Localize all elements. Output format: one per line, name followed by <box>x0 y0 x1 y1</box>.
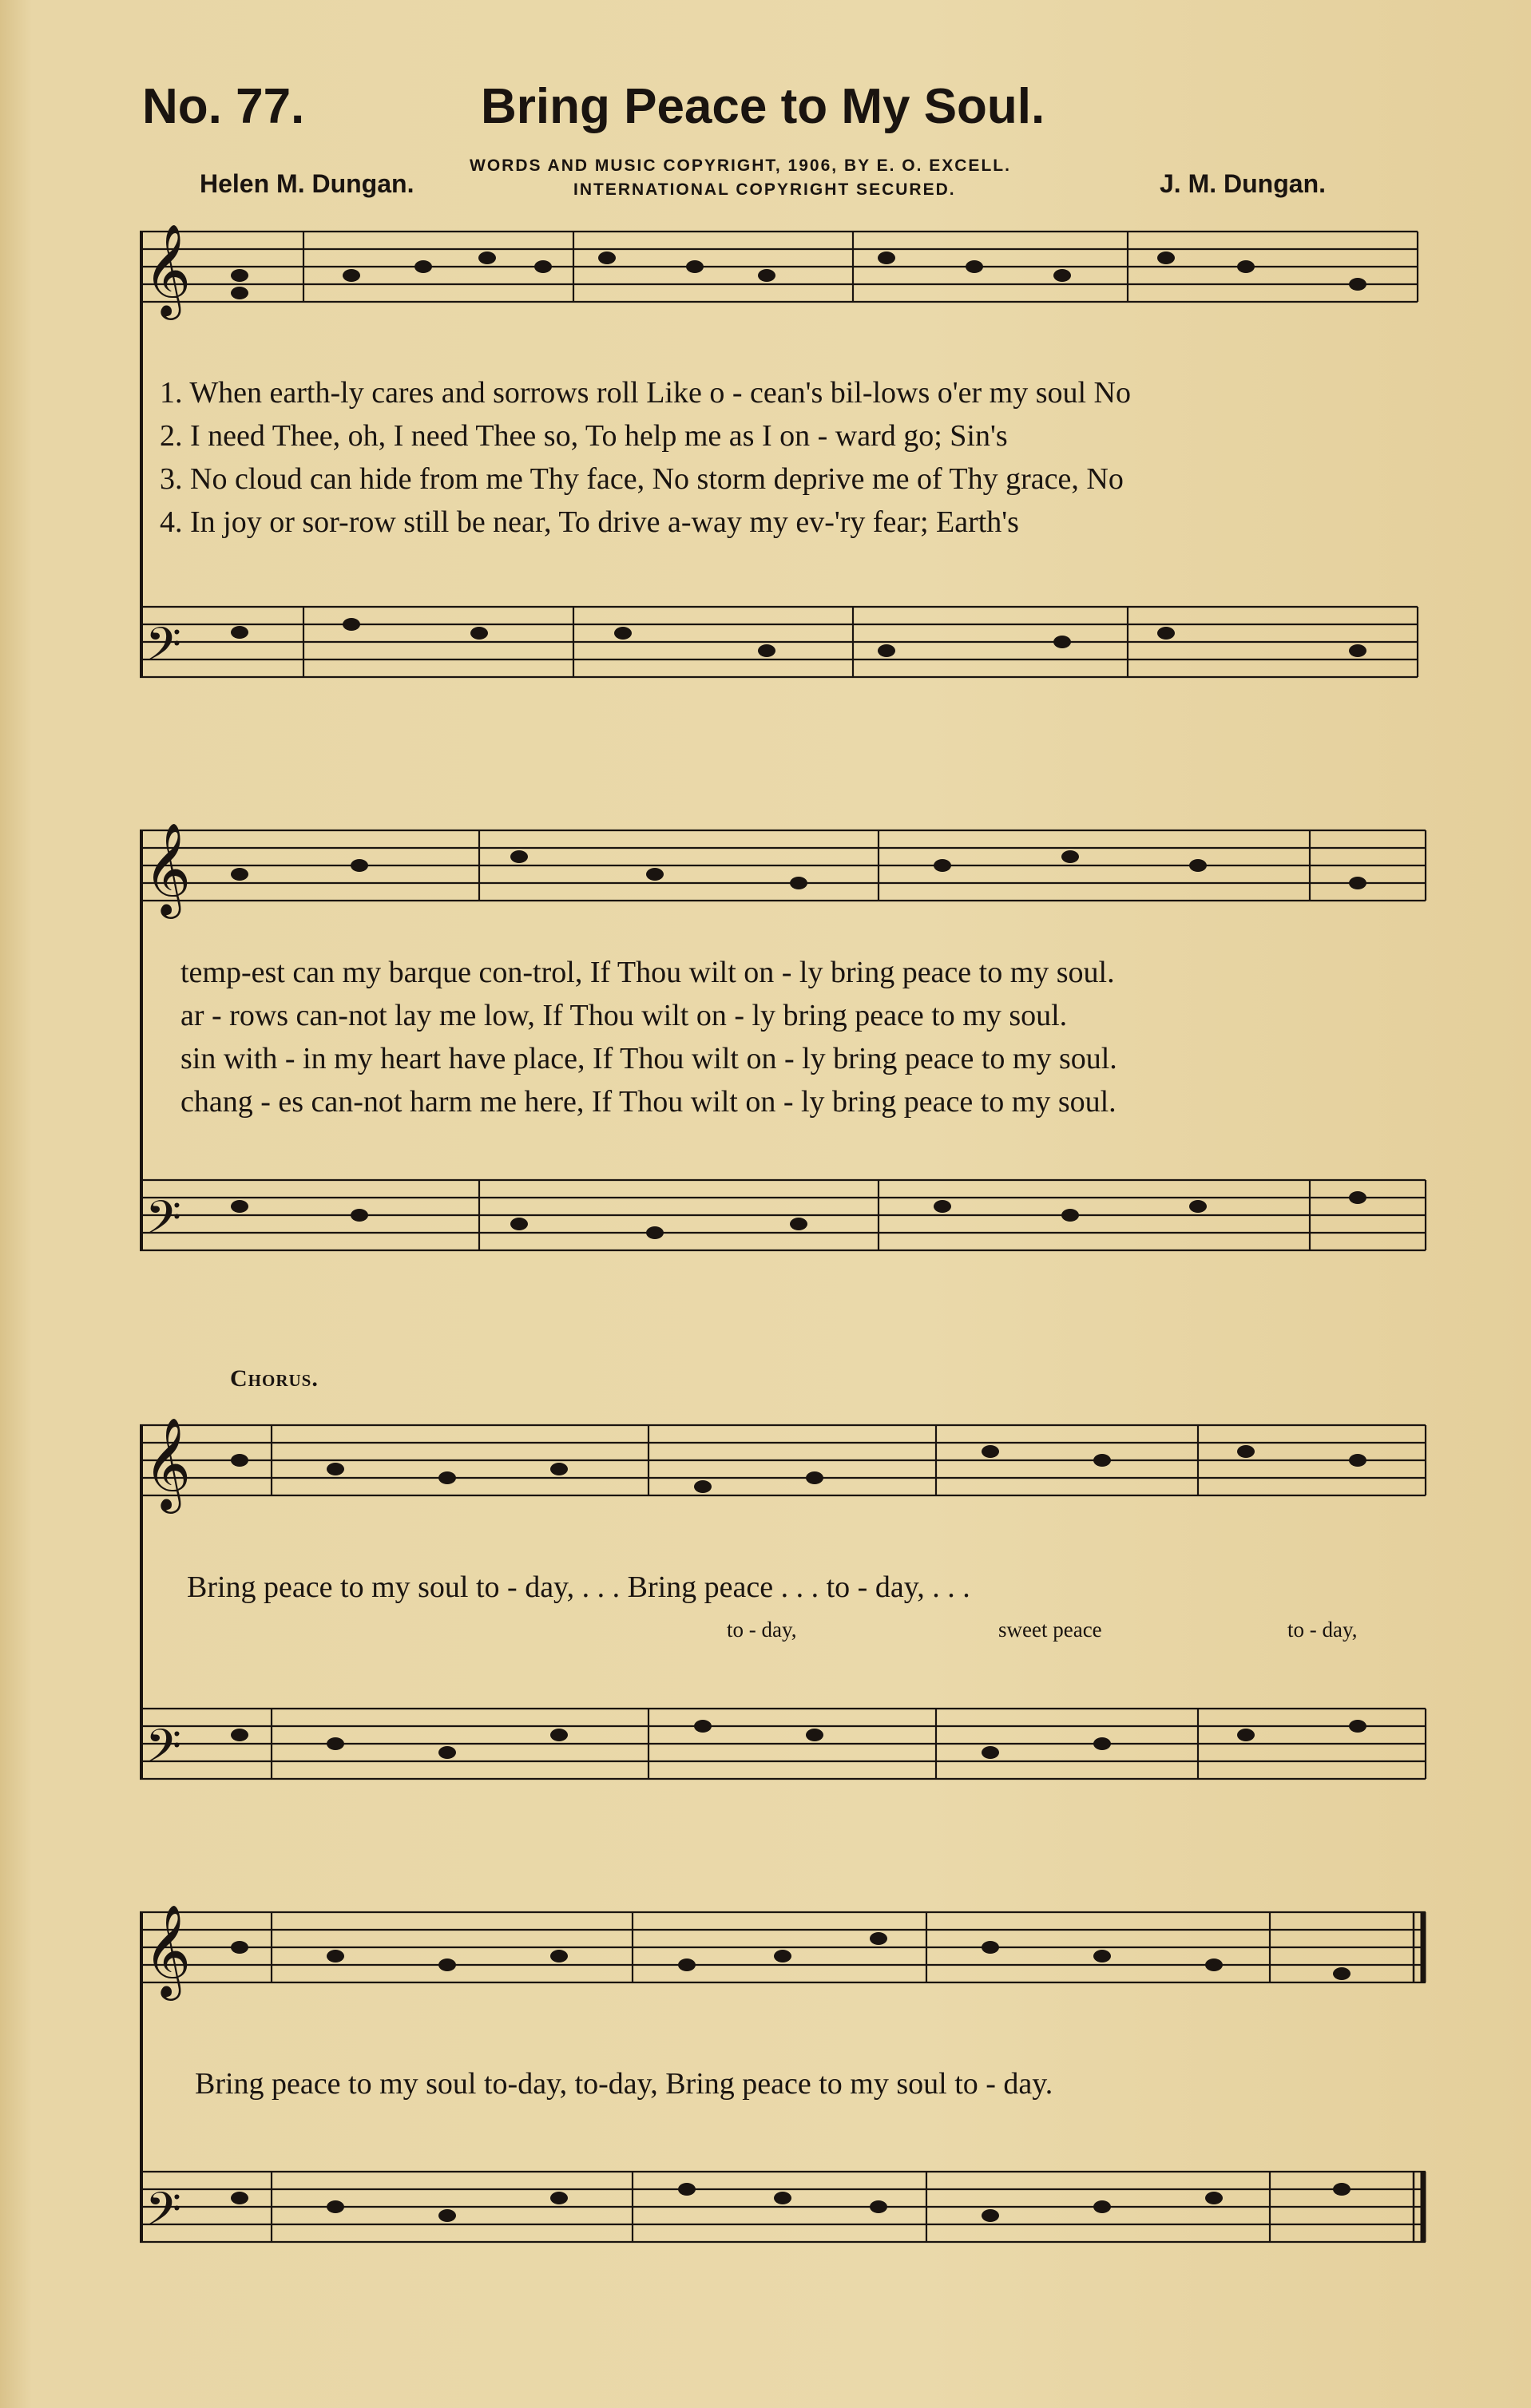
verse-1-part-1: 1. When earth-ly cares and sorrows roll Like o - cean's bil-lows o'er my soul No <box>160 376 1131 410</box>
staff-system-2-treble <box>140 830 1426 901</box>
staff-system-1-treble <box>140 232 1418 302</box>
chorus-line-1: Bring peace to my soul to - day, . . . Bring peace . . . to - day, . . . <box>187 1570 970 1604</box>
svg-text:𝄢: 𝄢 <box>145 2182 182 2248</box>
copyright-line-2: INTERNATIONAL COPYRIGHT SECURED. <box>573 180 956 199</box>
svg-text:𝄢: 𝄢 <box>145 1190 182 1256</box>
staff-system-3-treble <box>140 1425 1426 1495</box>
svg-text:𝄞: 𝄞 <box>144 223 192 316</box>
staff-system-1-bass <box>140 607 1418 677</box>
lyricist-credit: Helen M. Dungan. <box>200 169 414 198</box>
chorus-label: Chorus. <box>230 1365 319 1392</box>
verse-3-part-1: 3. No cloud can hide from me Thy face, No storm deprive me of Thy grace, No <box>160 462 1124 496</box>
chorus-alto-2: sweet peace <box>998 1618 1102 1642</box>
hymn-number: No. 77. <box>142 79 305 134</box>
verse-2-part-2: ar - rows can-not lay me low, If Thou wilt on - ly bring peace to my soul. <box>180 999 1068 1032</box>
hymn-title: Bring Peace to My Soul. <box>481 79 1045 134</box>
staff-system-4-treble <box>140 1912 1426 1982</box>
chorus-alto-3: to - day, <box>1287 1618 1358 1642</box>
svg-text:𝄢: 𝄢 <box>145 1719 182 1784</box>
verse-4-part-1: 4. In joy or sor-row still be near, To drive a-way my ev-'ry fear; Earth's <box>160 505 1019 539</box>
chorus-line-2: Bring peace to my soul to-day, to-day, Bring peace to my soul to - day. <box>195 2067 1053 2101</box>
svg-text:𝄞: 𝄞 <box>144 1903 192 1997</box>
svg-text:𝄢: 𝄢 <box>145 617 182 683</box>
chorus-alto-1: to - day, <box>727 1618 797 1642</box>
verse-4-part-2: chang - es can-not harm me here, If Thou wilt on - ly bring peace to my soul. <box>180 1085 1117 1119</box>
svg-text:𝄞: 𝄞 <box>144 822 192 915</box>
svg-text:𝄞: 𝄞 <box>144 1416 192 1510</box>
staff-system-2-bass <box>140 1180 1426 1250</box>
verse-2-part-1: 2. I need Thee, oh, I need Thee so, To help me as I on - ward go; Sin's <box>160 419 1008 453</box>
composer-credit: J. M. Dungan. <box>1160 169 1326 198</box>
verse-3-part-2: sin with - in my heart have place, If Thou wilt on - ly bring peace to my soul. <box>180 1042 1117 1075</box>
verse-1-part-2: temp-est can my barque con-trol, If Thou wilt on - ly bring peace to my soul. <box>180 956 1115 989</box>
copyright-line-1: WORDS AND MUSIC COPYRIGHT, 1906, BY E. O. EXCELL. <box>470 156 1011 175</box>
